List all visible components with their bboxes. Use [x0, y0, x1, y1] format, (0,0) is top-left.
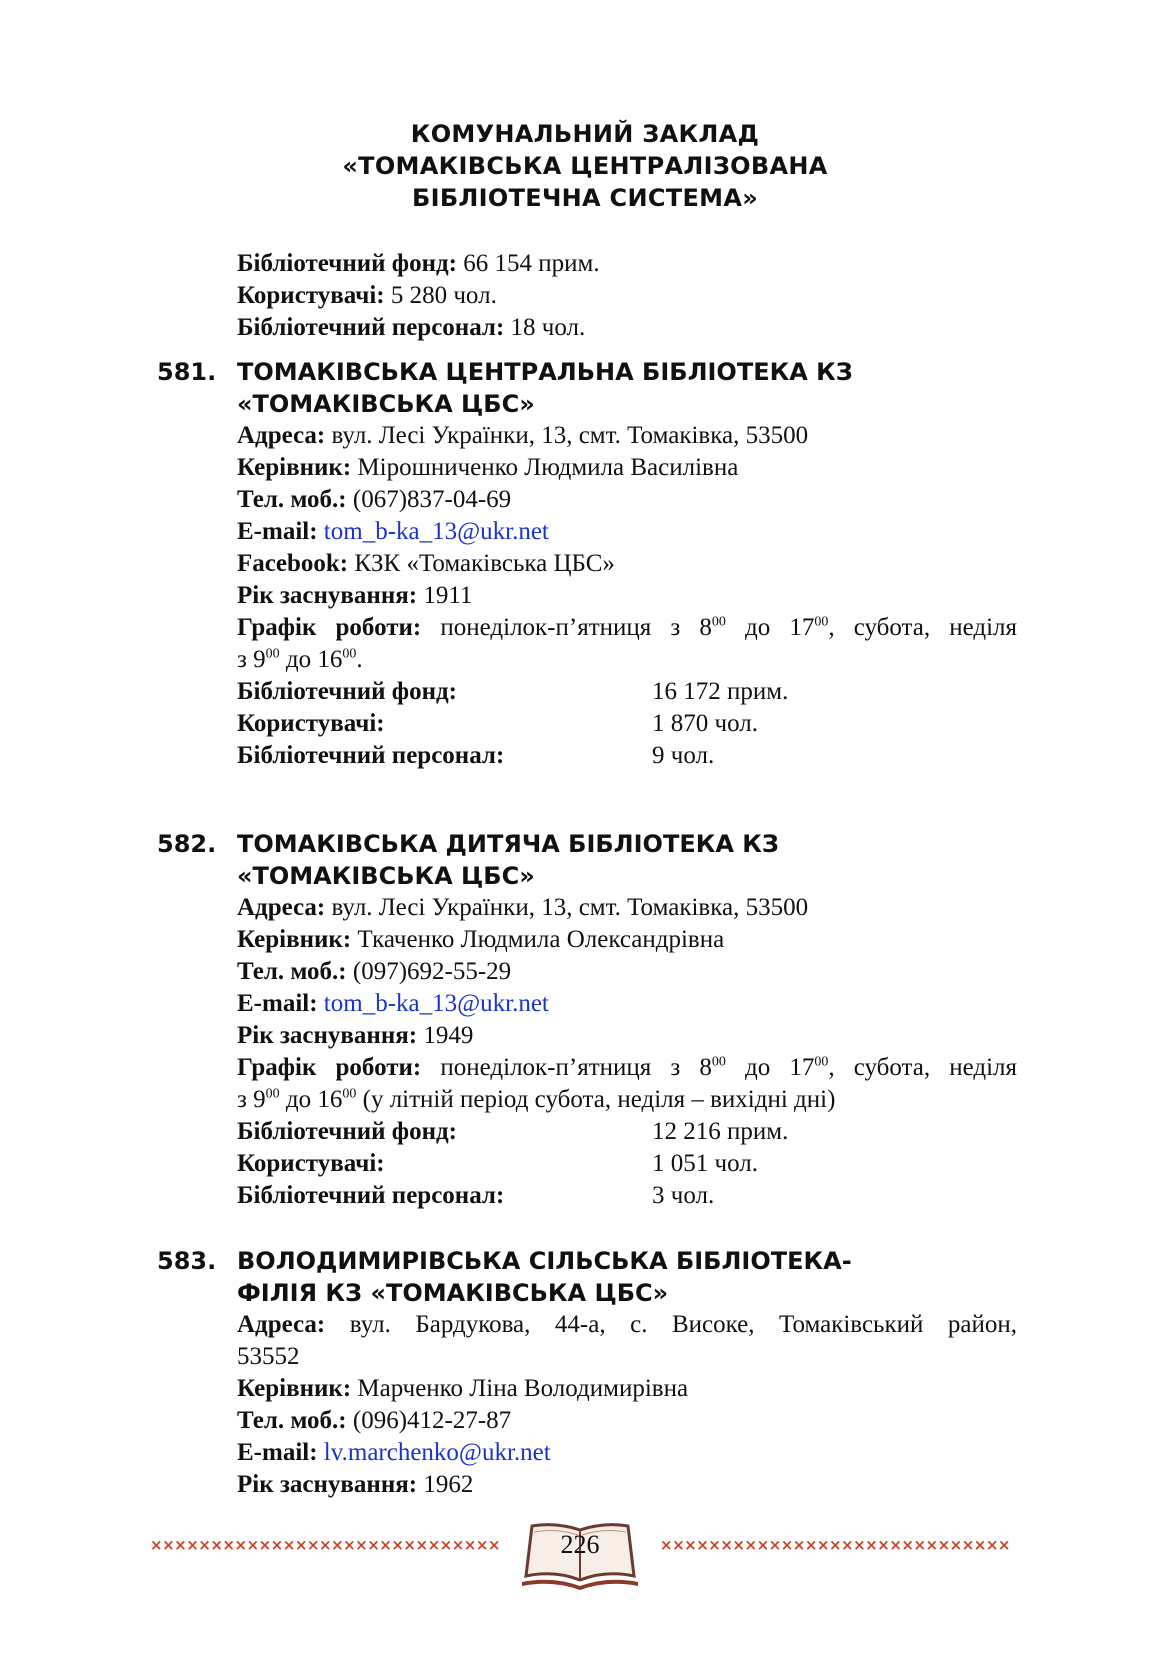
open-book-icon — [520, 1520, 640, 1590]
page-number: 226 — [560, 1530, 600, 1559]
stat-staff: Бібліотечний персонал: 9 чол. — [237, 742, 715, 769]
stat-fund: Бібліотечний фонд: 12 216 прим. — [237, 1118, 789, 1145]
library-entry-583 — [157, 1245, 1017, 1501]
entry-number: 582. — [157, 830, 217, 858]
facebook-line: Facebook: КЗК «Томаківська ЦБС» — [237, 550, 615, 577]
organization-summary — [237, 248, 600, 344]
schedule-line-2: з $9^{00}$ до $16^{00}$. — [237, 646, 363, 673]
stat-users: Користувачі: 1 870 чол. — [237, 710, 758, 737]
head-line: Керівник: Ткаченко Людмила Олександрівна — [237, 926, 725, 953]
phone-line: Тел. моб.: (097)692-55-29 — [237, 958, 512, 985]
entry-heading — [157, 356, 1017, 420]
schedule-line-2: з $9^{00}$ до $16^{00}$ (у літній період субота, неділя – вихідні дні) — [237, 1086, 836, 1113]
summary-users: Користувачі: 5 280 чол. — [237, 282, 497, 309]
summary-fund: Бібліотечний фонд: 66 154 прим. — [237, 250, 600, 277]
stat-users: Користувачі: 1 051 чол. — [237, 1150, 758, 1177]
email-line: E-mail: tom_b-ka_13@ukr.net — [237, 518, 549, 545]
title-line: «ТОМАКІВСЬКА ЦЕНТРАЛІЗОВАНА — [342, 152, 828, 180]
schedule-line: Графік роботи: понеділок-п’ятниця з $8^{00}$ до $17^{00}$, субота, неділя — [237, 1054, 1017, 1081]
phone-line: Тел. моб.: (067)837-04-69 — [237, 486, 512, 513]
entry-number: 581. — [157, 358, 217, 386]
email-link[interactable]: tom_b-ka_13@ukr.net — [323, 990, 549, 1017]
address-line: Адреса: вул. Лесі Українки, 13, смт. Томаківка, 53500 — [237, 422, 809, 449]
page-footer — [150, 1520, 1010, 1590]
address-line: Адреса: вул. Бардукова, 44-а, с. Високе, Томаківський район, — [237, 1311, 1017, 1338]
entry-title: «ТОМАКІВСЬКА ЦБС» — [237, 390, 535, 418]
ornament-right: ××××××××××××××××××××××××××××× — [660, 1536, 1010, 1554]
entry-details — [237, 420, 1017, 772]
entry-details — [237, 892, 1017, 1212]
email-link[interactable]: lv.marchenko@ukr.net — [323, 1439, 551, 1466]
entry-title: ФІЛІЯ КЗ «ТОМАКІВСЬКА ЦБС» — [237, 1279, 669, 1307]
summary-staff: Бібліотечний персонал: 18 чол. — [237, 314, 586, 341]
stat-fund: Бібліотечний фонд: 16 172 прим. — [237, 678, 789, 705]
address-line-2: 53552 — [237, 1343, 300, 1370]
ornament-left: ××××××××××××××××××××××××××××× — [150, 1536, 500, 1554]
library-entry-582 — [157, 828, 1017, 1212]
email-line: E-mail: lv.marchenko@ukr.net — [237, 1439, 551, 1466]
entry-title: ТОМАКІВСЬКА ДИТЯЧА БІБЛІОТЕКА КЗ — [237, 830, 779, 858]
entry-title: ВОЛОДИМИРІВСЬКА СІЛЬСЬКА БІБЛІОТЕКА- — [237, 1247, 852, 1275]
entry-heading — [157, 1245, 1017, 1309]
head-line: Керівник: Марченко Ліна Володимирівна — [237, 1375, 689, 1402]
stat-staff: Бібліотечний персонал: 3 чол. — [237, 1182, 715, 1209]
entry-details — [237, 1309, 1017, 1501]
title-line: КОМУНАЛЬНИЙ ЗАКЛАД — [410, 120, 760, 148]
founded-line: Рік заснування: 1911 — [237, 582, 473, 609]
title-line: БІБЛІОТЕЧНА СИСТЕМА» — [412, 184, 758, 212]
entry-number: 583. — [157, 1247, 217, 1275]
email-link[interactable]: tom_b-ka_13@ukr.net — [323, 518, 549, 545]
phone-line: Тел. моб.: (096)412-27-87 — [237, 1407, 512, 1434]
entry-heading — [157, 828, 1017, 892]
head-line: Керівник: Мірошниченко Людмила Василівна — [237, 454, 739, 481]
founded-line: Рік заснування: 1962 — [237, 1471, 474, 1498]
entry-title: «ТОМАКІВСЬКА ЦБС» — [237, 862, 535, 890]
schedule-line: Графік роботи: понеділок-п’ятниця з $8^{00}$ до $17^{00}$, субота, неділя — [237, 614, 1017, 641]
entry-title: ТОМАКІВСЬКА ЦЕНТРАЛЬНА БІБЛІОТЕКА КЗ — [237, 358, 853, 386]
founded-line: Рік заснування: 1949 — [237, 1022, 474, 1049]
organization-title — [0, 118, 1170, 214]
library-entry-581 — [157, 356, 1017, 772]
address-line: Адреса: вул. Лесі Українки, 13, смт. Томаківка, 53500 — [237, 894, 809, 921]
email-line: E-mail: tom_b-ka_13@ukr.net — [237, 990, 549, 1017]
